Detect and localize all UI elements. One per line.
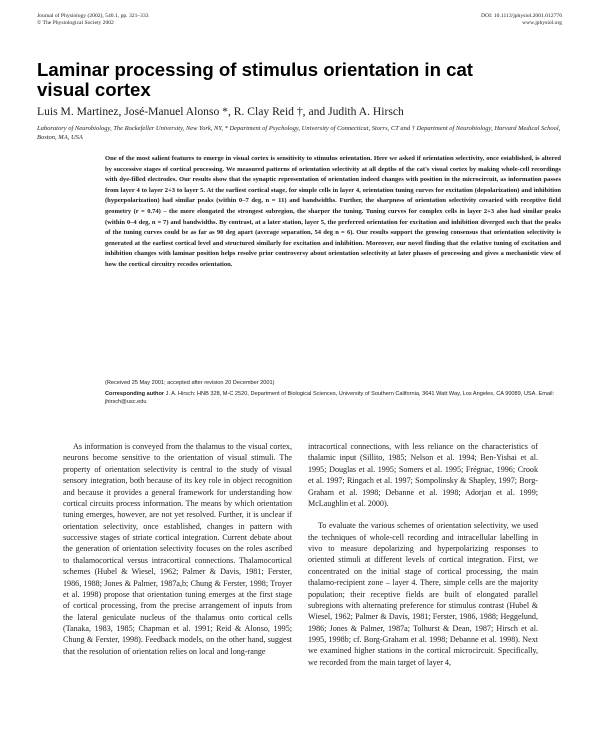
received-dates: (Received 25 May 2001; accepted after revision 20 December 2001): [105, 380, 275, 386]
body-column-right: [308, 441, 538, 668]
journal-header-right: [481, 13, 562, 28]
corresponding-author-details: J. A. Hirsch: HNB 328, M-C 2520, Department of Biological Sciences, University of Southern California, 3641 Watt Way, Los Angeles, CA 90089, USA. Email: jhirsch@usc.edu: [105, 391, 555, 405]
body-paragraph: intracortical connections, with less reliance on the characteristics of thalamic input (Sillito, 1985; Nelson et al. 1994; Ben-Yishai et al. 1995; Douglas et al. 1995; Somers et al. 1995; Frégnac, 1996; Crook et al. 1997; Ringach et al. 1997; Sompolinsky & Shapley, 1997; Borg-Graham et al. 1998; Debanne et al. 1998; Adorjan et al. 1999; McLaughlin et al. 2000).: [308, 442, 538, 508]
author-list: Luis M. Martinez, José-Manuel Alonso *, R. Clay Reid †, and Judith A. Hirsch: [37, 105, 404, 118]
abstract: One of the most salient features to emerge in visual cortex is sensitivity to stimulus orientation. Here we asked if orientation selectivity, once established, is altered by successive stages of cortical processing. We measured patterns of orientation selectivity at all depths of the cat's visual cortex by making whole-cell recordings with dye-filled electrodes. Our results show that the synaptic representation of orientation indeed changes with position in the microcircuit, as information passes from layer 4 to layer 2+3 to layer 5. At the earliest cortical stage, for simple cells in layer 4, orientation tuning curves for excitation (depolarization) and inhibition (hyperpolarization) had similar peaks (within 0–7 deg, n = 11) and bandwidths. Further, the sharpness of orientation selectivity covaried with receptive field geometry (r = 0.74) – the more elongated the strongest subregion, the sharper the tuning. Tuning curves for complex cells in layer 2+3 also had similar peaks (within 0–4 deg, n = 7) and bandwidths. By contrast, at a later station, layer 5, the preferred orientation for excitation and inhibition diverged such that the peaks of the tuning curves could be as far as 90 deg apart (average separation, 54 deg n = 6). Our results support the growing consensus that orientation selectivity is generated at the earliest cortical level and structured similarly for excitation and inhibition. Moreover, our novel finding that the relative tuning of excitation and inhibition changes with laminar position helps resolve prior controversy about orientation selectivity at later phases of processing and gives a mechanistic view of how the cortical circuitry recodes orientation.: [105, 155, 561, 268]
body-paragraph: As information is conveyed from the thalamus to the visual cortex, neurons become sensitive to the orientation of visual stimuli. The property of orientation selectivity is central to the study of visual sensory integration, both because of its key role in object recognition and because it provides a general framework for understanding how cortical circuits process information. The means by which orientation tuning emerges, however, are not yet resolved. Further, it is unclear if orientation selectivity, once established, changes in pattern with successive stages of striate cortical integration. Current debate about the generation of orientation selectivity focuses on the roles ascribed to thalamocortical versus intracortical connections. Thalamocortical schemes (Hubel & Wiesel, 1962; Palmer & Davis, 1981; Ferster, 1986, 1988; Jones & Palmer, 1987a,b; Chung & Ferster, 1998; Troyer et al. 1998) propose that orientation tuning emerges at the first stage of cortical processing, from the precise arrangement of inputs from the lateral geniculate nucleus of the thalamus onto cortical cells (Tanaka, 1983, 1985; Chapman et al. 1991; Reid & Alonso, 1995; Chung & Ferster, 1998). Feedback models, on the other hand, suggest that the resolution of orientation relies on local and long-range: [63, 442, 292, 656]
journal-url: www.jphysiol.org: [522, 20, 562, 27]
corresponding-author-label: Corresponding author: [105, 391, 165, 397]
corresponding-author: [105, 391, 561, 406]
body-paragraph: To evaluate the various schemes of orientation selectivity, we used the techniques of whole-cell recording and intracellular labelling in vivo to measure depolarizing and hyperpolarizing responses to oriented stimuli at different levels of cortical integration. First, we concentrated on the initial stage of cortical processing, the main thalamo-recipient zone – layer 4. There, simple cells are the majority population; their receptive fields are built of elongated parallel subregions with alternating preference for stimulus contrast (Hubel & Wiesel, 1962; Palmer & Davis, 1981; Ferster, 1986, 1988; Heggelund, 1986; Jones & Palmer, 1987a; Tolhurst & Dean, 1987; Hirsch et al. 1995, 1998b; cf. Borg-Graham et al. 1998; Debanne et al. 1998). Next we examined higher stations in the cortical microcircuit. Specifically, we recorded from the main target of layer 4,: [308, 521, 538, 667]
journal-citation: Journal of Physiology (2002), 540.1, pp. 321–333: [37, 13, 149, 19]
doi-label: DOI: 10.1113/jphysiol.2001.012776: [480, 13, 562, 19]
article-title: Laminar processing of stimulus orientation in cat visual cortex: [37, 59, 473, 100]
copyright-notice: © The Physiological Society 2002: [37, 20, 114, 27]
journal-header-left: [37, 13, 149, 28]
body-column-left: [63, 441, 292, 657]
affiliations: Laboratory of Neurobiology, The Rockefeller University, New York, NY, * Department of Psychology, University of Connecticut, Storrs, CT and † Department of Neurobiology, Harvard Medical School, Boston, MA, USA: [37, 125, 561, 141]
